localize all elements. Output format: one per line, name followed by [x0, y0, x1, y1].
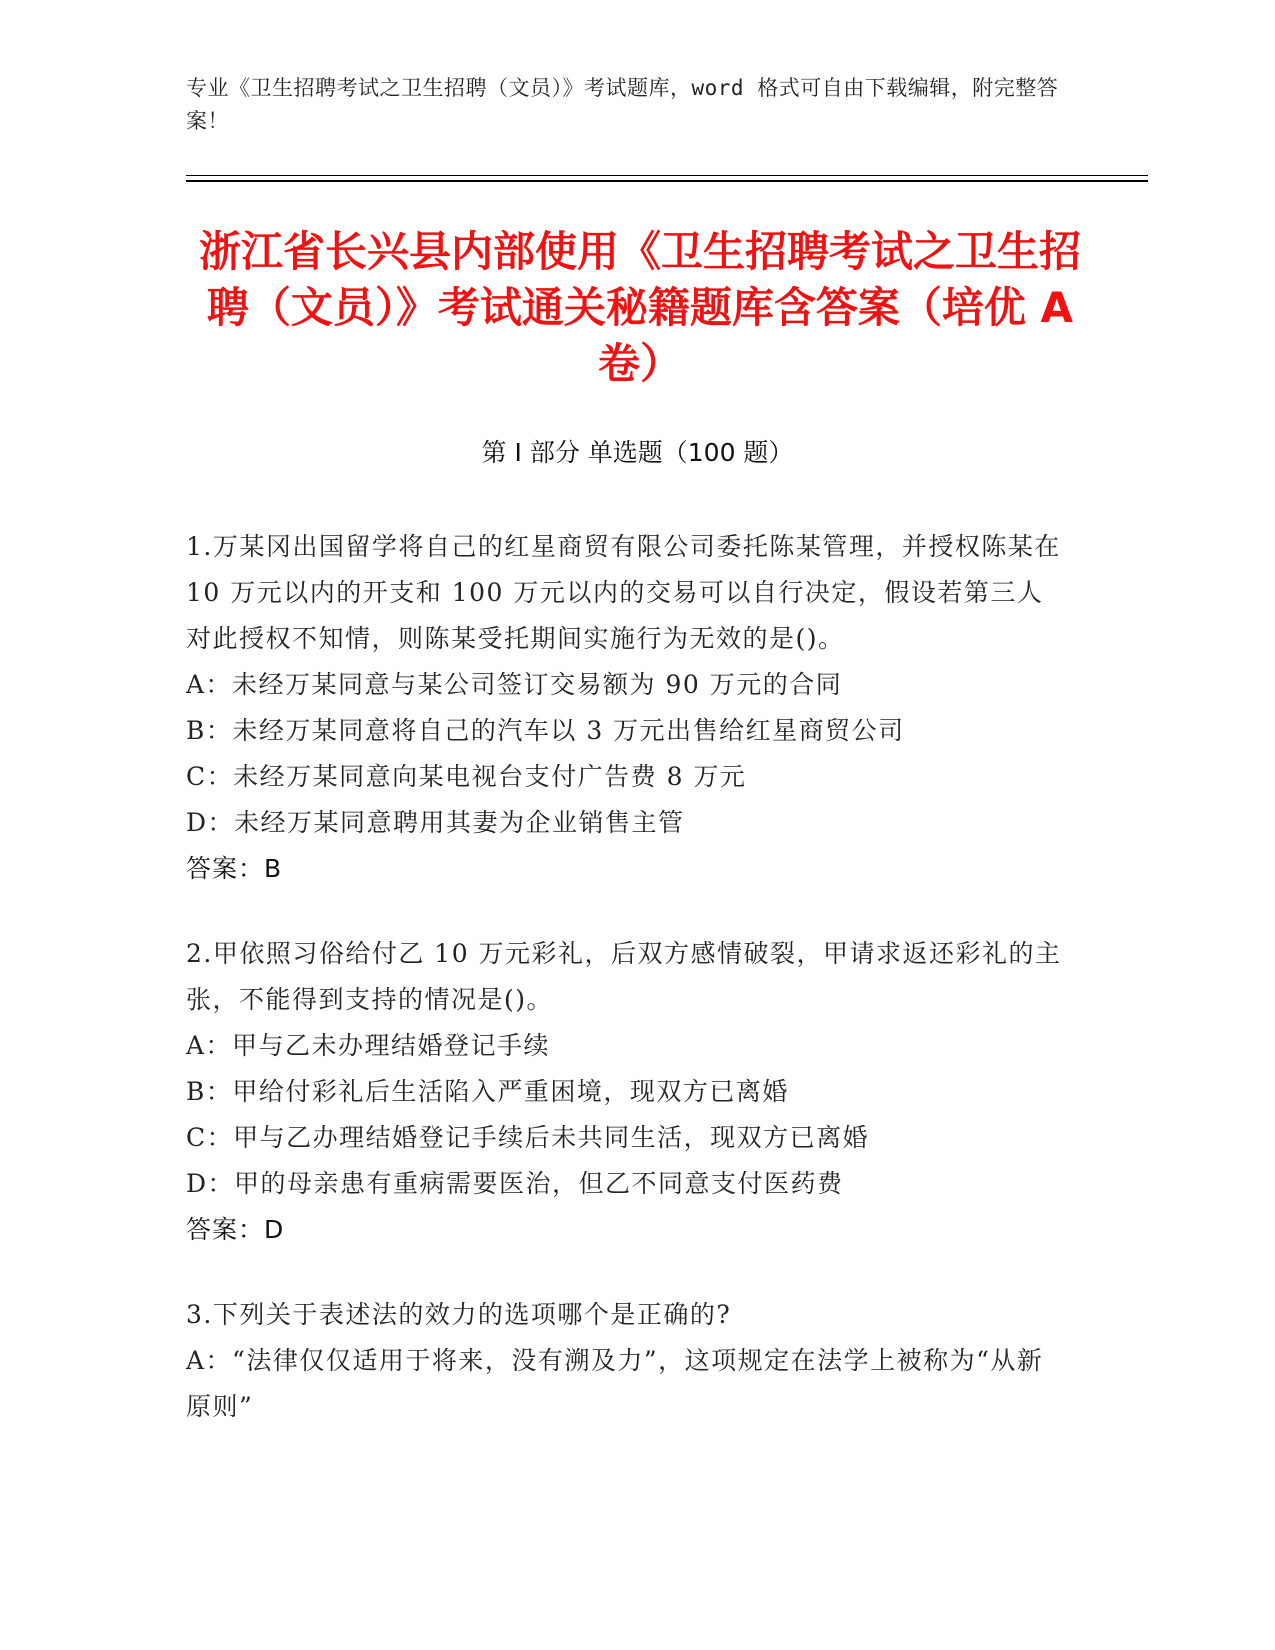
question-3	[186, 1292, 1066, 1430]
option-a: A：未经万某同意与某公司签订交易额为 90 万元的合同	[186, 670, 843, 699]
section-heading: 第 I 部分 单选题（100 题）	[481, 438, 794, 467]
option-a: A：“法律仅仅适用于将来，没有溯及力”，这项规定在法学上被称为“从新原则”	[186, 1346, 1044, 1421]
header-divider-thick	[186, 180, 1148, 182]
question-1	[186, 524, 1066, 892]
option-a: A：甲与乙未办理结婚登记手续	[186, 1031, 551, 1060]
option-b: B：甲给付彩礼后生活陷入严重困境，现双方已离婚	[186, 1077, 789, 1106]
option-d: D：甲的母亲患有重病需要医治，但乙不同意支付医药费	[186, 1169, 844, 1198]
document-title: 浙江省长兴县内部使用《卫生招聘考试之卫生招聘（文员）》考试通关秘籍题库含答案（培优 A 卷）	[198, 227, 1081, 388]
answer-label: 答案：B	[186, 854, 283, 883]
header-divider-thin	[186, 175, 1148, 176]
question-stem: 2.甲依照习俗给付乙 10 万元彩礼，后双方感情破裂，甲请求返还彩礼的主张，不能得到支持的情况是()。	[186, 939, 1062, 1014]
question-stem: 3.下列关于表述法的效力的选项哪个是正确的?	[186, 1300, 732, 1329]
question-stem: 1.万某冈出国留学将自己的红星商贸有限公司委托陈某管理，并授权陈某在 10 万元以内的开支和 100 万元以内的交易可以自行决定，假设若第三人对此授权不知情，则陈某受托期间实施行为无效的是()。	[186, 532, 1061, 653]
option-c: C：甲与乙办理结婚登记手续后未共同生活，现双方已离婚	[186, 1123, 870, 1152]
option-b: B：未经万某同意将自己的汽车以 3 万元出售给红星商贸公司	[186, 716, 905, 745]
answer-label: 答案：D	[186, 1215, 285, 1244]
header-note: 专业《卫生招聘考试之卫生招聘（文员）》考试题库，word 格式可自由下载编辑，附完整答案！	[186, 76, 1059, 133]
option-c: C：未经万某同意向某电视台支付广告费 8 万元	[186, 762, 747, 791]
question-2	[186, 931, 1066, 1253]
option-d: D：未经万某同意聘用其妻为企业销售主管	[186, 808, 685, 837]
